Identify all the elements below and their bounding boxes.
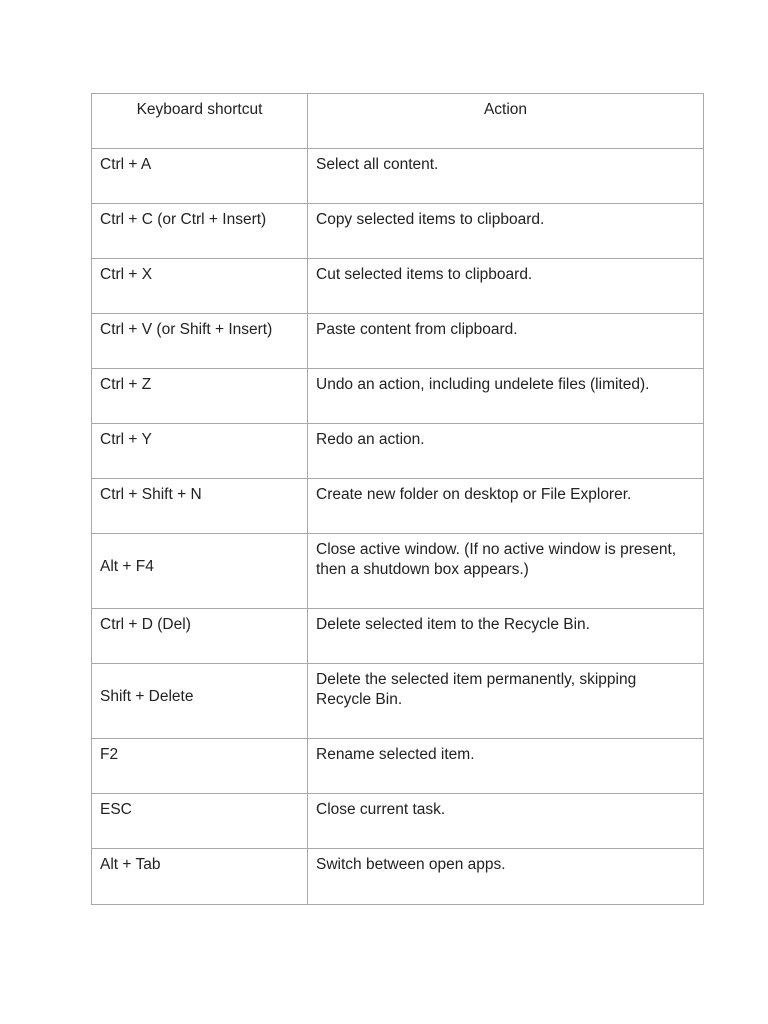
action-cell: Delete the selected item permanently, skipping Recycle Bin. — [308, 664, 704, 739]
shortcut-cell: Shift + Delete — [92, 664, 308, 739]
header-keyboard-shortcut: Keyboard shortcut — [92, 94, 308, 149]
table-row — [92, 664, 704, 739]
shortcut-cell: Ctrl + A — [92, 149, 308, 204]
shortcut-cell: ESC — [92, 794, 308, 849]
shortcut-cell: Ctrl + Y — [92, 424, 308, 479]
action-cell: Copy selected items to clipboard. — [308, 204, 704, 259]
shortcut-cell: Alt + Tab — [92, 849, 308, 905]
shortcut-cell: Alt + F4 — [92, 534, 308, 609]
action-cell: Delete selected item to the Recycle Bin. — [308, 609, 704, 664]
table-row — [92, 479, 704, 534]
shortcut-cell: Ctrl + Shift + N — [92, 479, 308, 534]
table-row — [92, 149, 704, 204]
table-row — [92, 369, 704, 424]
shortcut-cell: F2 — [92, 739, 308, 794]
table-row — [92, 314, 704, 369]
shortcuts-table — [91, 93, 704, 905]
table-row — [92, 424, 704, 479]
action-cell: Redo an action. — [308, 424, 704, 479]
action-cell: Cut selected items to clipboard. — [308, 259, 704, 314]
table-header-row — [92, 94, 704, 149]
table-row — [92, 794, 704, 849]
action-cell: Switch between open apps. — [308, 849, 704, 905]
shortcut-cell: Ctrl + D (Del) — [92, 609, 308, 664]
table-row — [92, 739, 704, 794]
table-row — [92, 259, 704, 314]
shortcut-cell: Ctrl + Z — [92, 369, 308, 424]
action-cell: Create new folder on desktop or File Explorer. — [308, 479, 704, 534]
action-cell: Close current task. — [308, 794, 704, 849]
action-cell: Undo an action, including undelete files (limited). — [308, 369, 704, 424]
shortcut-cell: Ctrl + C (or Ctrl + Insert) — [92, 204, 308, 259]
header-action: Action — [308, 94, 704, 149]
shortcut-cell: Ctrl + X — [92, 259, 308, 314]
table-row — [92, 849, 704, 905]
action-cell: Paste content from clipboard. — [308, 314, 704, 369]
table-row — [92, 204, 704, 259]
action-cell: Close active window. (If no active window is present, then a shutdown box appears.) — [308, 534, 704, 609]
shortcut-cell: Ctrl + V (or Shift + Insert) — [92, 314, 308, 369]
table-row — [92, 609, 704, 664]
action-cell: Select all content. — [308, 149, 704, 204]
table-row — [92, 534, 704, 609]
action-cell: Rename selected item. — [308, 739, 704, 794]
